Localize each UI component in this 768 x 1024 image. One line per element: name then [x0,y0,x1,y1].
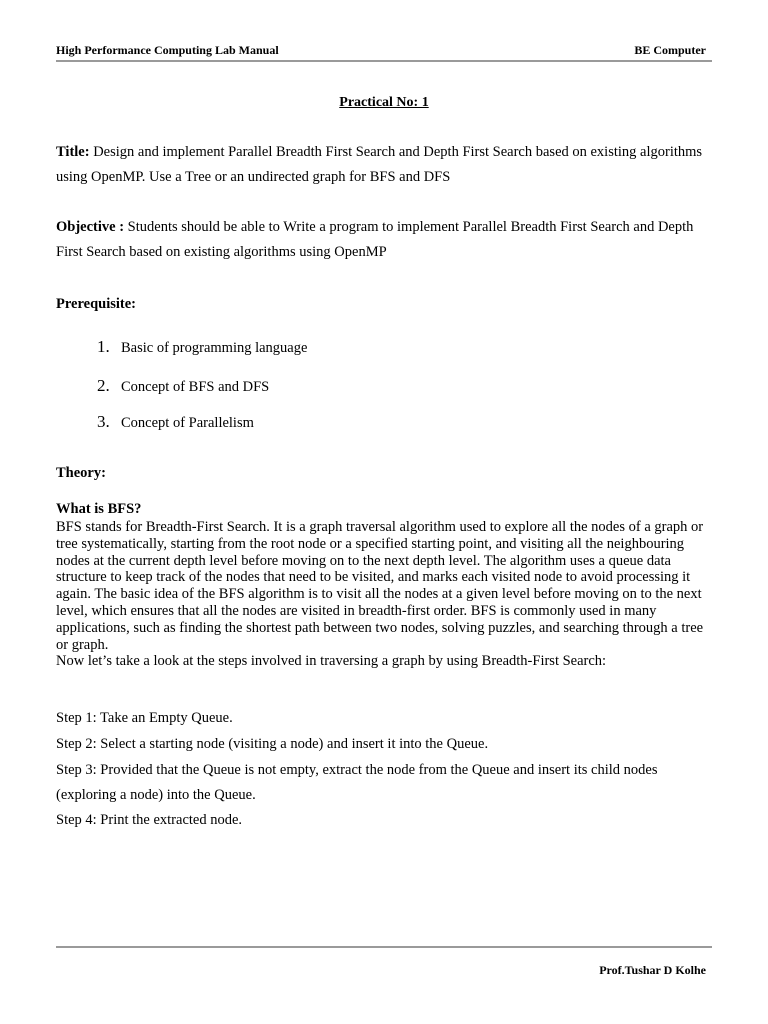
header-course-title: High Performance Computing Lab Manual [56,43,279,57]
theory-heading: Theory: [56,465,106,481]
list-item-text: Concept of BFS and DFS [121,379,270,395]
step-item: Step 2: Select a starting node (visiting a node) and insert it into the Queue. [56,736,489,752]
bfs-steps-intro: Now let’s take a look at the steps involved in traversing a graph by using Breadth-First Search: [56,653,607,670]
header-department: BE Computer [634,43,706,57]
title-section [56,140,706,190]
footer-divider [56,946,712,948]
list-item [97,337,307,357]
objective-section [56,215,706,265]
practical-title: Practical No: 1 [339,95,429,110]
step-item: Step 3: Provided that the Queue is not empty, extract the node from the Queue and insert its child nodes (exploring a node) into the Queue. [56,762,658,803]
list-item-text: Basic of programming language [121,340,308,356]
list-item [97,412,254,432]
prerequisite-heading: Prerequisite: [56,296,136,312]
bfs-paragraph: BFS stands for Breadth-First Search. It is a graph traversal algorithm used to explore all the nodes of a graph or tree systematically, starting from the root node or a specified starting point, and visiting all the neighbouring nodes at the current depth level before moving on to the next depth level. The algorithm uses a queue data structure to keep track of the nodes that need to be visited, and marks each visited node to avoid processing it again. The basic idea of the BFS algorithm is to visit all the nodes at a given level before moving on to the next level, which ensures that all the nodes are visited in breadth-first order. BFS is commonly used in many applications, such as finding the shortest path between two nodes, solving puzzles, and searching through a tree or graph. [56,519,704,653]
objective-label: Objective : [56,219,125,235]
title-label: Title: [56,144,90,160]
list-item-number: 2. [97,376,110,395]
theory-body [56,519,716,670]
step-item: Step 4: Print the extracted node. [56,812,243,828]
list-item [97,376,269,396]
list-item-number: 3. [97,412,110,431]
footer-author: Prof.Tushar D Kolhe [599,963,706,977]
bfs-subheading: What is BFS? [56,501,142,517]
list-item-number: 1. [97,337,110,356]
list-item-text: Concept of Parallelism [121,415,254,431]
title-text: Design and implement Parallel Breadth First Search and Depth First Search based on existing algorithms using OpenMP. Use a Tree or an undirected graph for BFS and DFS [56,144,703,185]
step-item: Step 1: Take an Empty Queue. [56,710,233,726]
header-divider [56,60,712,62]
page-header [56,43,706,58]
objective-text: Students should be able to Write a program to implement Parallel Breadth First Search and Depth First Search based on existing algorithms using OpenMP [56,219,694,260]
